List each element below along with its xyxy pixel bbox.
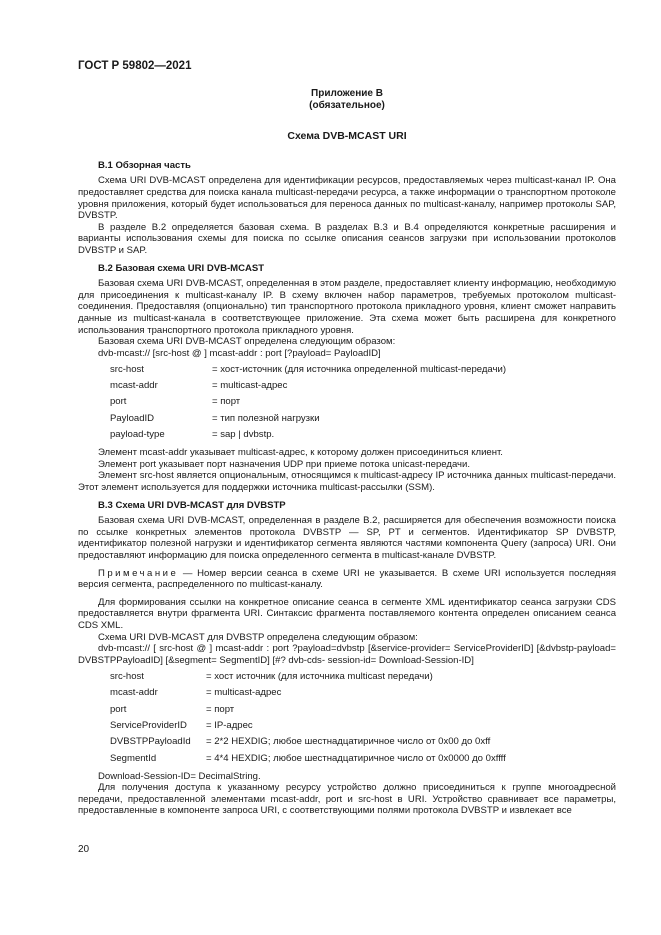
scheme-title: Схема DVB-MCAST URI: [287, 130, 407, 143]
standard-header: ГОСТ Р 59802—2021: [78, 60, 192, 72]
section-b1-paragraph: В разделе В.2 определяется базовая схема. В разделах В.3 и В.4 определяются конкретные расширения и варианты использования схемы для поиска по ссылке описания сеансов загрузки при использовании протоколов DVBSTP и SAP.: [78, 221, 616, 256]
definition-row: [110, 685, 616, 701]
definition-description: = хост-источник (для источника определенной multicast-передачи): [212, 363, 507, 375]
definition-row: [110, 750, 616, 766]
definition-term: PayloadID: [110, 412, 155, 424]
definition-description: = порт: [212, 396, 241, 408]
definition-term: payload-type: [110, 429, 165, 441]
section-b3-paragraph: Для формирования ссылки на конкретное описание сеанса в сегменте XML идентификатор сеанса загрузки CDS предоставляется внутри фрагмента URI. Синтаксис фрагмента поставляемого контента определен описанием сеанса CDS XML.: [78, 596, 616, 631]
definition-description: = multicast-адрес: [206, 687, 282, 699]
note-text: — Номер версии сеанса в схеме URI не указывается. В схеме URI используется последняя версия сегмента, распределенного по multicast-каналу.: [78, 567, 616, 591]
section-b2-paragraph: Элемент mcast-addr указывает multicast-адрес, к которому должен присоединиться клиент.: [98, 447, 503, 459]
section-b2-paragraph: Элемент port указывает порт назначения UDP при приеме потока unicast-передачи.: [98, 458, 471, 470]
section-b2-syntax: dvb-mcast:// [src-host @ ] mcast-addr : port [?payload= PayloadID]: [98, 347, 381, 359]
section-b3-paragraph: Базовая схема URI DVB-MCAST, определенная в разделе В.2, расширяется для обеспечения возможности поиска по ссылке конкретных элементов протокола DVBSTP — SP, PT и сегментов. Идентификатор SP DVBSTP, идентификатор полезной нагрузки и идентификатор сегмента являются частями компонента Query (запроса) URI. Они предоставляют информацию для поиска определенного сегмента в multicast-канале DVBSTP.: [78, 515, 616, 561]
section-b1-heading: В.1 Обзорная часть: [98, 159, 191, 171]
definition-row: [110, 361, 616, 377]
definition-term: SegmentId: [110, 752, 157, 764]
definition-row: [110, 378, 616, 394]
definition-description: = IP-адрес: [206, 719, 253, 731]
definition-row: [110, 734, 616, 750]
section-b1-paragraph: Схема URI DVB-MCAST определена для идентификации ресурсов, предоставляемых через multicast-канал IP. Она предоставляет средства для поиска канала multicast-передачи ресурса, а также информации о транспортном протоколе уровня приложения, который будет использоваться для переноса данных по multicast-каналу, например протоколы SAP, DVBSTP.: [78, 175, 616, 222]
definition-row: [110, 427, 616, 443]
section-b2-paragraph: Элемент src-host является опциональным, относящимся к multicast-адресу IP источника данных multicast-передачи. Этот элемент используется для поддержки источника multicast-рассылки (SSM).: [78, 470, 616, 494]
definition-term: src-host: [110, 363, 144, 375]
definition-description: = порт: [206, 703, 235, 715]
section-b3-syntax: dvb-mcast:// [ src-host @ ] mcast-addr : port ?payload=dvbstp [&service-provider= ServiceProviderID] [&dvbstp-payload= DVBSTPPayloadID] [&segment= SegmentID] [#? dvb-cds- session-id= Download-Session-ID]: [78, 643, 616, 666]
section-b3-paragraph: Для получения доступа к указанному ресурсу устройство должно присоединиться к группе многоадресной передачи, предоставленной элементами mcast-addr, port и src-host в URI. Устройство сравнивает все параметры, предоставленные в компоненте запроса URI, с соответствующими полями протокола DVBSTP и извлекает все: [78, 782, 616, 817]
page-content: [78, 88, 616, 817]
definition-row: [110, 718, 616, 734]
definition-row: [110, 410, 616, 426]
section-b3-paragraph: Download-Session-ID= DecimalString.: [98, 770, 261, 782]
definition-row: [110, 668, 616, 684]
definition-description: = хост источник (для источника multicast передачи): [206, 670, 433, 682]
definition-row: [110, 701, 616, 717]
section-b3-heading: В.3 Схема URI DVB-MCAST для DVBSTP: [98, 499, 286, 511]
definition-description: = sap | dvbstp.: [212, 429, 275, 441]
definition-term: port: [110, 703, 127, 715]
annex-subtitle: (обязательное): [309, 99, 385, 111]
definition-term: mcast-addr: [110, 687, 158, 699]
page-number: 20: [78, 844, 90, 855]
definition-term: DVBSTPPayloadId: [110, 736, 191, 748]
definition-term: src-host: [110, 670, 144, 682]
definition-row: [110, 394, 616, 410]
section-b3-paragraph: Схема URI DVB-MCAST для DVBSTP определена следующим образом:: [98, 631, 418, 643]
definition-description: = 2*2 HEXDIG; любое шестнадцатиричное число от 0x00 до 0xff: [206, 736, 491, 748]
annex-title: Приложение В: [311, 88, 383, 99]
note-label: Примечание: [98, 567, 179, 579]
section-b2-heading: В.2 Базовая схема URI DVB-MCAST: [98, 262, 265, 274]
section-b2-paragraph: Базовая схема URI DVB-MCAST, определенная в этом разделе, предоставляет клиенту информацию, необходимую для присоединения к multicast-каналу IP. В схему включен набор параметров, требуемых протоколом multicast-соединения. Предоставляя (опционально) тип транспортного протокола прикладного уровня, клиент сможет направить данные из multicast-канала в соответствующее приложение. Эта схема может быть расширена для конкретного использования транспортного протокола прикладного уровня.: [78, 278, 616, 336]
definition-term: mcast-addr: [110, 380, 158, 392]
section-b2-paragraph: Базовая схема URI DVB-MCAST определена следующим образом:: [98, 336, 396, 348]
definition-description: = 4*4 HEXDIG; любое шестнадцатиричное число от 0x0000 до 0xffff: [206, 752, 506, 764]
definition-description: = тип полезной нагрузки: [212, 412, 320, 424]
definition-term: ServiceProviderID: [110, 719, 187, 731]
b2-definitions: [110, 361, 616, 443]
b3-definitions: [110, 668, 616, 766]
definition-description: = multicast-адрес: [212, 380, 288, 392]
definition-term: port: [110, 396, 127, 408]
note: [78, 568, 616, 591]
